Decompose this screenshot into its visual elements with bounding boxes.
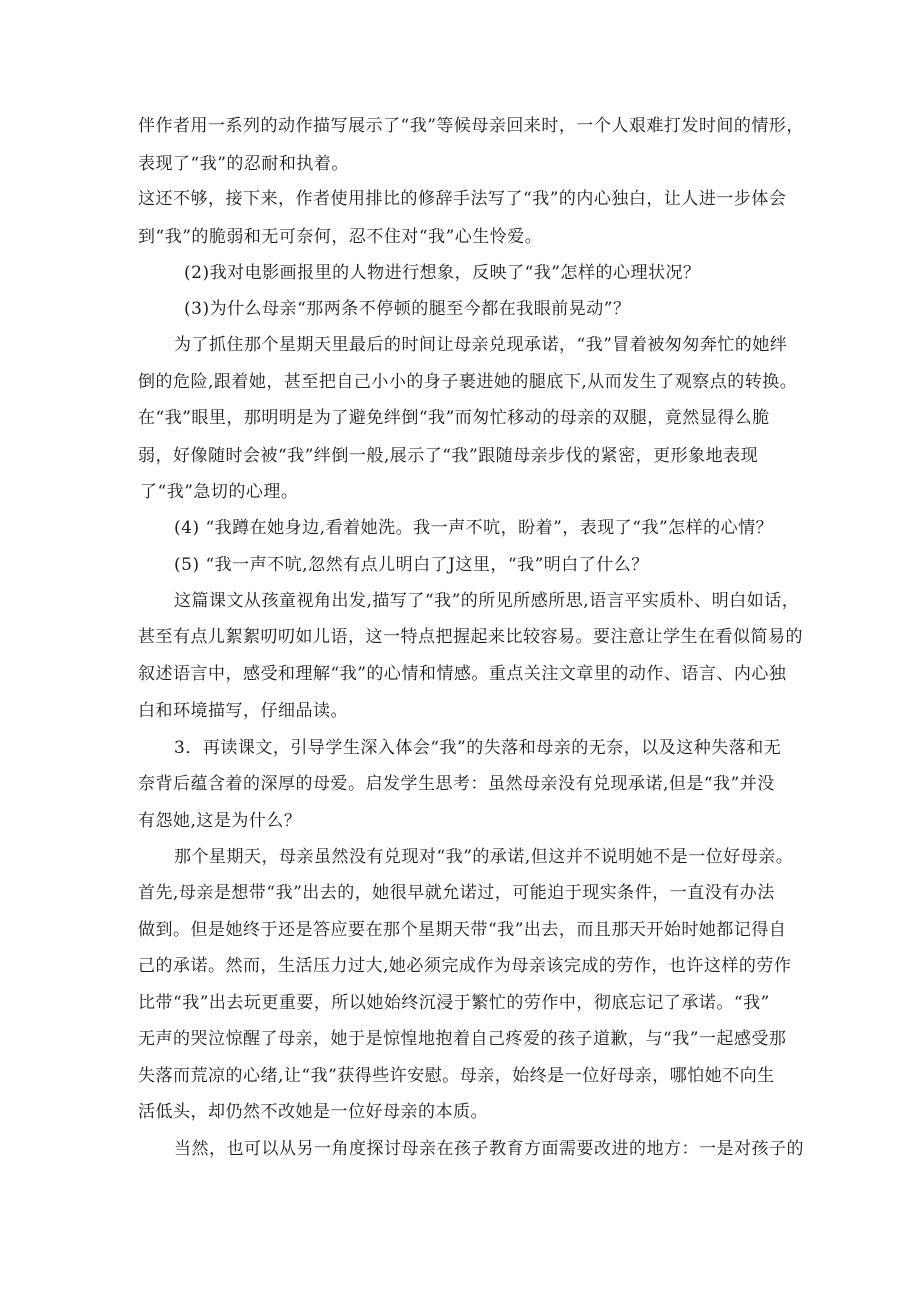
text-line: 在“我”眼里，那明明是为了避免绊倒“我”而匆忙移动的母亲的双腿，竟然显得么脆 (138, 408, 770, 428)
text-line: 伴作者用一系列的动作描写展示了“我”等候母亲回来时，一个人艰难打发时间的情形， (138, 116, 804, 136)
text-line: 奈背后蕴含着的深厚的母爱。启发学生思考：虽然母亲没有兑现承诺,但是“我”并没 (138, 774, 775, 794)
text-line: 叙述语言中，感受和理解“我”的心情和情感。重点关注文章里的动作、语言、内心独 (138, 664, 787, 684)
text-line: (5) “我一声不吭,忽然有点儿明白了J这里，“我”明白了什么？ (174, 555, 649, 575)
text-line: 为了抓住那个星期天里最后的时间让母亲兑现承诺，“我”冒着被匆匆奔忙的她绊 (174, 335, 788, 355)
text-line: 白和环境描写，仔细品读。 (138, 701, 348, 721)
text-line: 这还不够，接下来，作者使用排比的修辞手法写了“我”的内心独白，让人进一步体会 (138, 189, 787, 209)
text-line: 首先,母亲是想带“我”出去的，她很早就允诺过，可能迫于现实条件，一直没有办法 (138, 883, 775, 903)
text-line: 活低头，却仍然不改她是一位好母亲的本质。 (138, 1102, 488, 1122)
text-line: (4) “我蹲在她身边,看着她洗。我一声不吭，盼着”，表现了“我”怎样的心情？ (174, 518, 774, 538)
text-line: 当然，也可以从另一角度探讨母亲在孩子教育方面需要改进的地方：一是对孩子的 (174, 1139, 804, 1159)
text-line: 那个星期天，母亲虽然没有兑现对“我”的承诺,但这并不说明她不是一位好母亲。 (174, 847, 794, 867)
text-line: 这篇课文从孩童视角出发,描写了“我”的所见所感所思,语言平实质朴、明白如话， (174, 591, 800, 611)
text-line: 3．再读课文，引导学生深入体会“我”的失落和母亲的无奈，以及这种失落和无 (174, 738, 782, 758)
text-line: (2)我对电影画报里的人物进行想象，反映了“我”怎样的心理状况？ (184, 263, 701, 283)
text-line: 有怨她,这是为什么？ (138, 811, 302, 831)
text-line: 比带“我”出去玩更重要，所以她始终沉浸于繁忙的劳作中，彻底忘记了承诺。“我” (138, 993, 770, 1013)
text-line: 弱，好像随时会被“我”绊倒一般,展示了“我”跟随母亲步伐的紧密，更形象地表现 (138, 446, 759, 466)
text-line: 甚至有点儿絮絮叨叨如儿语，这一特点把握起来比较容易。要注意让学生在看似简易的 (138, 627, 803, 647)
text-line: (3)为什么母亲“那两条不停顿的腿至今都在我眼前晃动”？ (184, 299, 631, 319)
text-line: 到“我”的脆弱和无可奈何，忍不住对“我”心生怜爱。 (138, 227, 543, 247)
text-line: 倒的危险,跟着她，甚至把自己小小的身子裹进她的腿底下,从而发生了观察点的转换。 (138, 372, 798, 392)
text-line: 己的承诺。然而，生活压力过大,她必须完成作为母亲该完成的劳作，也许这样的劳作 (138, 956, 792, 976)
text-line: 表现了“我”的忍耐和执着。 (138, 154, 349, 174)
text-line: 失落而荒凉的心绪,让“我”获得些许安慰。母亲，始终是一位好母亲，哪怕她不向生 (138, 1066, 775, 1086)
text-line: 无声的哭泣惊醒了母亲，她于是惊惶地抱着自己疼爱的孩子道歉，与“我”一起感受那 (138, 1029, 787, 1049)
text-line: 做到。但是她终于还是答应要在那个星期天带“我”出去，而且那天开始时她都记得自 (138, 920, 787, 940)
text-line: 了“我”急切的心理。 (140, 482, 299, 502)
